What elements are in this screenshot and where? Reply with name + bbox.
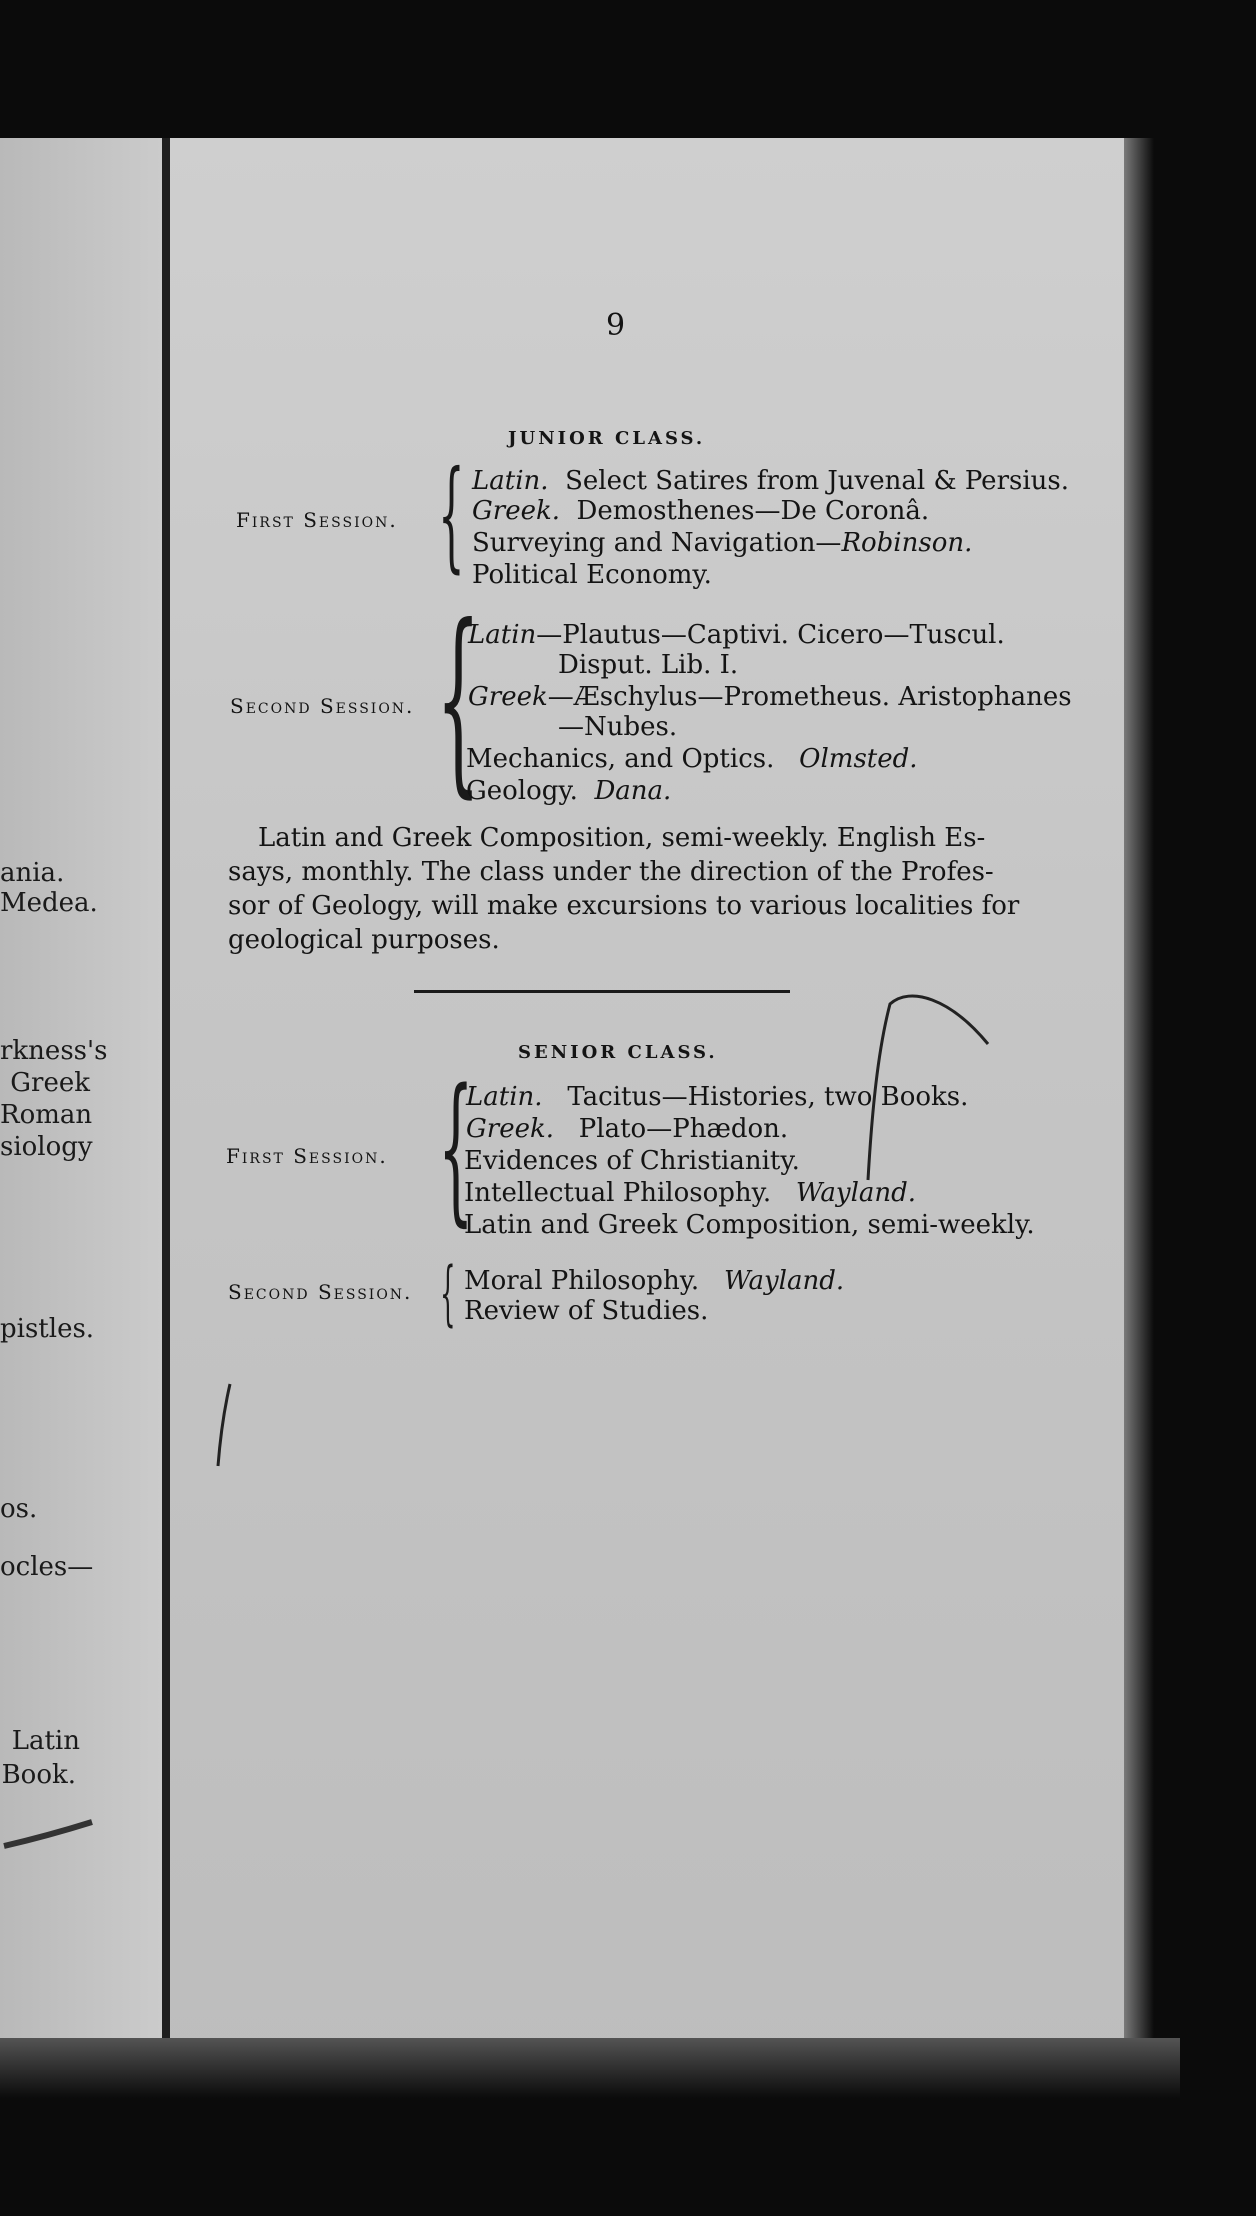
left-fragment: os. [0,1494,38,1524]
senior-second-line: Moral Philosophy. Wayland. [464,1266,845,1296]
junior-second-line: Greek—Æschylus—Prometheus. Aristophanes [468,682,1072,712]
senior-first-session-label: First Session. [226,1144,388,1168]
senior-first-line: Greek. Plato—Phædon. [466,1114,789,1144]
junior-first-line: Latin. Select Satires from Juvenal & Persius. [472,466,1070,496]
junior-paragraph-line: sor of Geology, will make excursions to various localities for [228,891,1020,921]
junior-paragraph-line: says, monthly. The class under the direction of the Profes- [228,857,994,887]
junior-second-session-label: Second Session. [230,694,415,718]
senior-first-line: Evidences of Christianity. [464,1146,800,1176]
senior-first-line: Intellectual Philosophy. Wayland. [464,1178,917,1208]
smudge-mark [0,1816,100,1856]
left-fragment: rkness's [0,1036,108,1066]
left-fragment: Roman [0,1100,93,1130]
senior-second-line: Review of Studies. [464,1296,709,1326]
junior-second-line: Geology. Dana. [466,776,672,806]
left-fragment: ocles— [0,1552,94,1582]
junior-first-line: Surveying and Navigation—Robinson. [472,528,973,558]
junior-first-session-label: First Session. [236,508,398,532]
senior-class-heading: SENIOR CLASS. [518,1042,718,1063]
left-fragment: ania. [0,858,65,888]
junior-second-line: Mechanics, and Optics. Olmsted. [466,744,918,774]
left-fragment: Book. [1,1760,76,1790]
junior-first-line: Greek. Demosthenes—De Coronâ. [472,496,930,526]
section-divider [414,990,790,993]
junior-second-line: Disput. Lib. I. [558,650,739,680]
junior-paragraph-line: geological purposes. [228,925,500,955]
left-fragment: siology [0,1132,93,1162]
brace: { [436,583,481,816]
left-fragment: Greek [10,1068,90,1098]
page-bottom-shadow [0,2038,1180,2098]
junior-paragraph-line: Latin and Greek Composition, semi-weekly. English Es- [258,823,986,853]
senior-first-line: Latin and Greek Composition, semi-weekly. [464,1210,1035,1240]
left-fragment: Medea. [0,888,98,918]
senior-first-line: Latin. Tacitus—Histories, two Books. [466,1082,969,1112]
junior-second-line: —Nubes. [558,712,678,742]
junior-second-line: Latin—Plautus—Captivi. Cicero—Tuscul. [468,620,1005,650]
left-fragment: pistles. [0,1314,95,1344]
junior-class-heading: JUNIOR CLASS. [508,428,706,449]
senior-second-session-label: Second Session. [228,1280,413,1304]
page-number: 9 [606,308,626,343]
left-fragment: Latin [11,1726,80,1756]
brace: { [440,1252,456,1334]
page-edge-shadow [1124,138,1154,2078]
pencil-mark [850,990,1000,1190]
brace: { [438,1054,474,1241]
junior-first-line: Political Economy. [472,560,712,590]
brace: { [438,446,465,585]
pencil-mark [210,1380,240,1470]
